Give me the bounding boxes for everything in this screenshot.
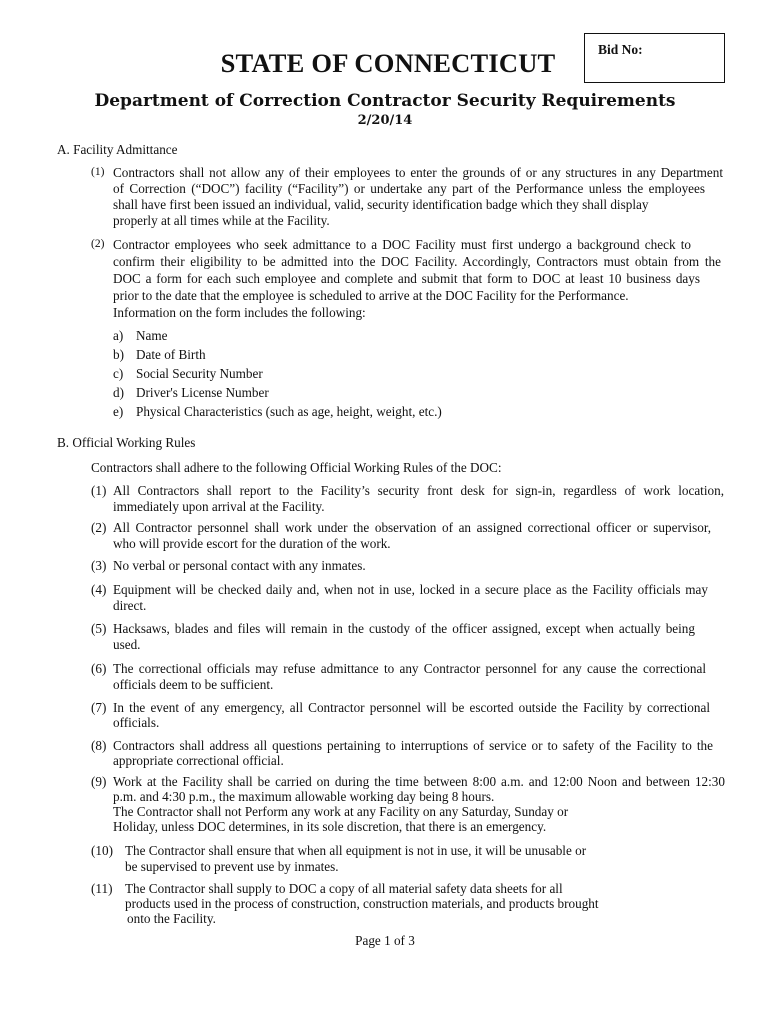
rule-line: The Contractor shall ensure that when all equipment is not in use, it will be unusable or [125,843,587,858]
rule-line: p.m. and 4:30 p.m., the maximum allowable working day being 8 hours. [113,789,495,804]
rule-number: (2) [91,520,107,535]
document-date: 2/20/14 [357,113,413,128]
item-line: confirm their eligibility to be admitted into the DOC Facility. Accordingly, Contractors must obtain from the [113,254,721,269]
rule-line: used. [113,637,141,652]
rule-number: (3) [91,558,107,573]
rule-number: (10) [91,843,113,858]
rule-number: (11) [91,881,113,896]
rule-number: (5) [91,621,107,636]
rule-number: (9) [91,774,107,789]
item-number: (2) [91,238,105,250]
page-number: Page 1 of 3 [355,933,415,948]
bid-number-label: Bid No: [598,42,643,57]
sub-item-letter: a) [113,328,124,343]
rule-line: All Contractor personnel shall work under the observation of an assigned correctional officer or supervisor, [113,520,711,535]
rule-line: officials deem to be sufficient. [113,677,274,692]
rule-line: appropriate correctional official. [113,753,284,768]
item-line: prior to the date that the employee is scheduled to arrive at the DOC Facility for the Performance. [113,288,629,303]
section-b-intro: Contractors shall adhere to the following Official Working Rules of the DOC: [91,460,502,475]
item-line: shall have first been issued an individual, valid, security identification badge which they shall display [113,197,649,212]
rule-line: be supervised to prevent use by inmates. [125,859,339,874]
document-title: STATE OF CONNECTICUT [220,48,556,78]
rule-line: who will provide escort for the duration of the work. [113,536,391,551]
rule-line: The correctional officials may refuse admittance to any Contractor personnel for any cause the correctional [113,661,706,676]
item-line: Contractors shall not allow any of their employees to enter the grounds of or any structures in any Department [113,165,723,180]
rule-line: Hacksaws, blades and files will remain in the custody of the officer assigned, except when actually being [113,621,695,636]
rule-line: products used in the process of construction, construction materials, and products brought [125,896,599,911]
item-line: DOC a form for each such employee and complete and submit that form to DOC at least 10 business days [113,271,700,286]
rule-line: In the event of any emergency, all Contractor personnel will be escorted outside the Facility by correctional [113,700,710,715]
sub-item-text: Physical Characteristics (such as age, height, weight, etc.) [136,404,442,419]
sub-item-letter: e) [113,404,124,419]
rule-number: (8) [91,738,107,753]
rule-line: No verbal or personal contact with any inmates. [113,558,366,573]
sub-item-letter: b) [113,347,124,362]
sub-item-text: Social Security Number [136,366,263,381]
rule-line: Holiday, unless DOC determines, in its sole discretion, that there is an emergency. [113,819,547,834]
rule-line: Equipment will be checked daily and, when not in use, locked in a secure place as the Facility officials may [113,582,708,597]
item-line: properly at all times while at the Facility. [113,213,330,228]
rule-number: (6) [91,661,107,676]
item-line: of Correction (“DOC”) facility (“Facility”) or undertake any part of the Performance unless the employees [113,181,705,196]
section-a-heading: A. Facility Admittance [57,142,178,157]
sub-item-letter: c) [113,366,124,381]
rule-number: (4) [91,582,107,597]
rule-line: The Contractor shall supply to DOC a copy of all material safety data sheets for all [125,881,563,896]
item-line: Information on the form includes the following: [113,305,366,320]
item-number: (1) [91,166,105,178]
rule-line: All Contractors shall report to the Facility’s security front desk for sign-in, regardless of work location, [113,483,724,498]
sub-item-text: Driver's License Number [136,385,269,400]
item-line: Contractor employees who seek admittance to a DOC Facility must first undergo a background check to [113,237,691,252]
rule-line: The Contractor shall not Perform any work at any Facility on any Saturday, Sunday or [113,804,569,819]
section-b-heading: B. Official Working Rules [57,435,196,450]
rule-line: Work at the Facility shall be carried on during the time between 8:00 a.m. and 12:00 Noon and between 12:30 [113,774,725,789]
rule-number: (7) [91,700,107,715]
rule-line: direct. [113,598,147,613]
rule-line: Contractors shall address all questions pertaining to interruptions of service or to safety of the Facility to the [113,738,713,753]
sub-item-letter: d) [113,385,124,400]
sub-item-text: Name [136,328,168,343]
document-subtitle: Department of Correction Contractor Security Requirements [94,91,676,111]
rule-number: (1) [91,483,107,498]
rule-line: officials. [113,715,160,730]
rule-line: immediately upon arrival at the Facility. [113,499,325,514]
sub-item-text: Date of Birth [136,347,206,362]
rule-line: onto the Facility. [127,911,216,926]
